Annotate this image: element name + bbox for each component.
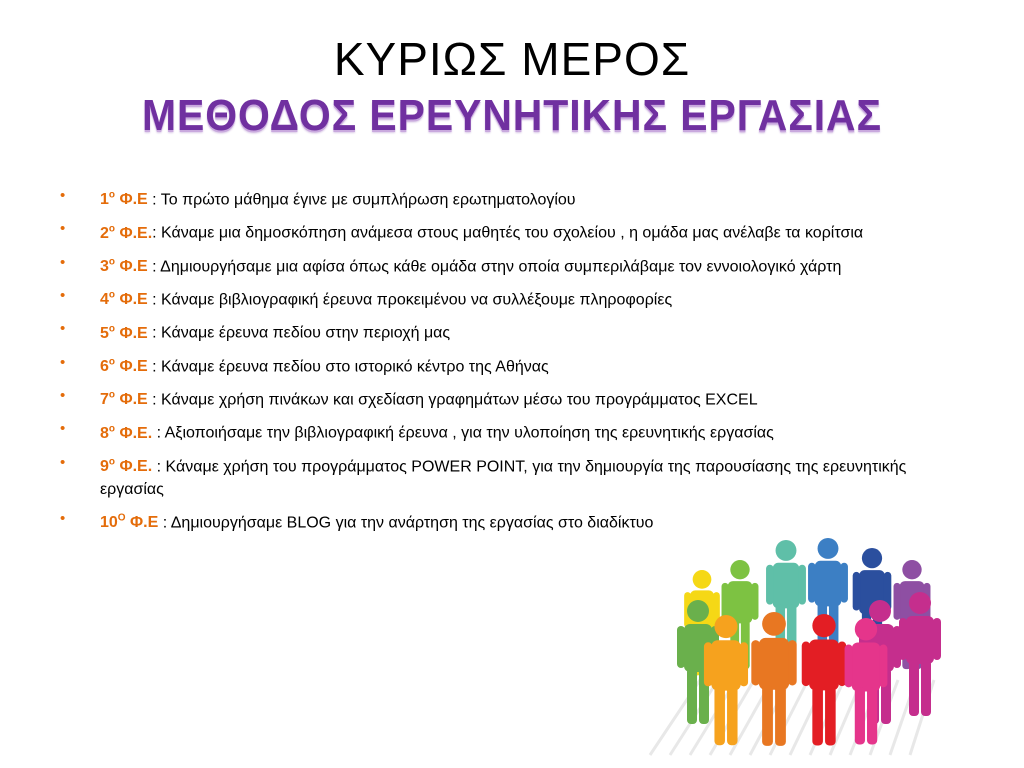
item-label	[100, 325, 148, 342]
bullet-icon: •	[60, 353, 66, 371]
item-number: 5	[100, 324, 109, 342]
item-number: 7	[100, 391, 109, 409]
item-ordinal: ο	[108, 389, 116, 401]
item-text: : Κάναμε μια δημοσκόπηση ανάμεσα στους μαθητές του σχολείου , η ομάδα μας ανέλαβε τα κορίτσια	[152, 224, 864, 242]
item-abbrev: Φ.Ε.	[115, 224, 153, 242]
item-label	[100, 291, 148, 308]
item-ordinal: ο	[108, 356, 116, 368]
item-number: 4	[100, 291, 109, 309]
methodology-list	[60, 184, 940, 540]
item-text: : Το πρώτο μάθημα έγινε με συμπλήρωση ερωτηματολογίου	[147, 191, 576, 209]
item-ordinal: ο	[108, 323, 116, 335]
people-group-icon	[640, 530, 950, 760]
item-number: 1	[100, 191, 109, 209]
list-item	[60, 217, 940, 244]
item-label	[100, 258, 148, 275]
item-abbrev: Φ.Ε.	[115, 424, 153, 442]
bullet-icon: •	[60, 509, 66, 527]
item-number: 10	[100, 514, 118, 532]
title-main: ΚΥΡΙΩΣ ΜΕΡΟΣ	[333, 33, 691, 85]
item-ordinal: ο	[108, 190, 116, 201]
item-ordinal: ο	[108, 423, 116, 435]
title-subtitle: ΜΕΘΟΔΟΣ ΕΡΕΥΝΗΤΙΚΗΣ ΕΡΓΑΣΙΑΣ	[141, 91, 883, 140]
item-text: : Κάναμε χρήση πινάκων και σχεδίαση γραφημάτων μέσω του προγράμματος EXCEL	[147, 391, 758, 409]
item-abbrev: Φ.Ε	[115, 191, 148, 209]
item-abbrev: Φ.Ε	[115, 324, 148, 342]
item-number: 9	[100, 457, 109, 475]
item-text: : Κάναμε βιβλιογραφική έρευνα προκειμένου να συλλέξουμε πληροφορίες	[147, 291, 673, 309]
bullet-icon: •	[60, 286, 66, 304]
item-label	[100, 191, 148, 208]
slide-title	[0, 30, 1024, 144]
list-item	[60, 284, 940, 311]
item-label	[100, 358, 148, 375]
bullet-icon: •	[60, 253, 66, 271]
item-abbrev: Φ.Ε	[115, 257, 148, 275]
bullet-icon: •	[60, 420, 66, 438]
item-abbrev: Φ.Ε.	[115, 457, 153, 475]
item-number: 6	[100, 357, 109, 375]
item-label	[100, 425, 152, 442]
item-abbrev: Φ.Ε	[115, 291, 148, 309]
item-label	[100, 391, 148, 408]
list-item	[60, 384, 940, 411]
item-text: : Δημιουργήσαμε BLOG για την ανάρτηση της εργασίας στο διαδίκτυο	[158, 514, 654, 532]
list-item	[60, 351, 940, 378]
list-item	[60, 184, 940, 211]
item-label	[100, 458, 152, 475]
bullet-icon: •	[60, 453, 66, 471]
item-text: : Κάναμε έρευνα πεδίου στο ιστορικό κέντρο της Αθήνας	[147, 357, 549, 375]
bullet-icon: •	[60, 320, 66, 338]
item-text: : Δημιουργήσαμε μια αφίσα όπως κάθε ομάδα στην οποία συμπεριλάβαμε τον εννοιολογικό χάρτη	[147, 257, 842, 275]
item-label	[100, 225, 152, 242]
item-ordinal: ο	[108, 256, 116, 268]
item-abbrev: Φ.Ε	[125, 514, 159, 532]
item-ordinal: ο	[108, 456, 116, 468]
item-ordinal: Ο	[117, 512, 126, 524]
item-number: 8	[100, 424, 109, 442]
item-ordinal: ο	[108, 223, 116, 235]
item-ordinal: ο	[108, 289, 116, 301]
item-abbrev: Φ.Ε	[115, 391, 148, 409]
item-number: 3	[100, 257, 109, 275]
bullet-icon: •	[60, 187, 66, 204]
list-item	[60, 417, 940, 444]
list-item	[60, 317, 940, 344]
item-text: : Αξιοποιήσαμε την βιβλιογραφική έρευνα , για την υλοποίηση της ερευνητικής εργασίας	[152, 424, 774, 442]
item-text: : Κάναμε έρευνα πεδίου στην περιοχή μας	[147, 324, 451, 342]
list-item	[60, 451, 940, 501]
item-label	[100, 514, 158, 531]
bullet-icon: •	[60, 220, 66, 238]
item-text: : Κάναμε χρήση του προγράμματος POWER POINT, για την δημιουργία της παρουσίασης της ερευνητικής εργασίας	[100, 457, 907, 498]
person-icon	[808, 538, 848, 656]
item-abbrev: Φ.Ε	[115, 357, 148, 375]
item-number: 2	[100, 224, 109, 242]
bullet-icon: •	[60, 386, 66, 404]
list-item	[60, 251, 940, 278]
